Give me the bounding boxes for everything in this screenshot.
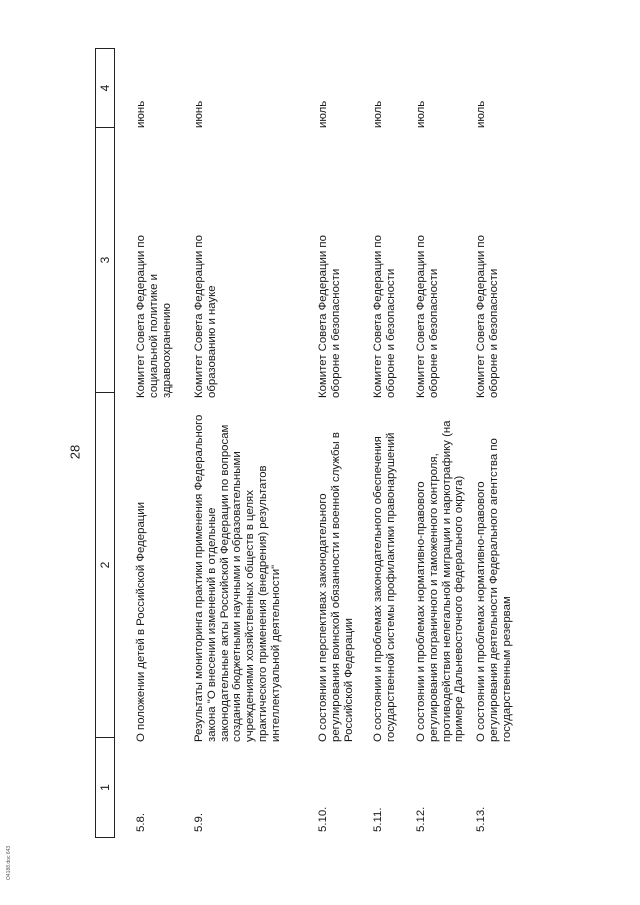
row-text: О состоянии и проблемах нормативно-правового регулирования деятельности Федерального агентства по государственным резервам <box>475 438 513 742</box>
row-committee: Комитет Совета Федерации по образованию и науке <box>193 235 218 398</box>
row-committee: Комитет Совета Федерации по обороне и безопасности <box>475 235 500 398</box>
row-month: июль <box>415 100 427 128</box>
row-number: 5.10. <box>317 806 329 832</box>
row-number: 5.11. <box>372 807 384 832</box>
row-text: О состоянии и перспективах законодательного регулирования воинской обязанности и военной службы в Российской Федерации <box>317 432 355 742</box>
header-col-2: 2 <box>96 392 114 737</box>
row-number: 5.9. <box>193 813 205 832</box>
row-committee: Комитет Совета Федерации по обороне и безопасности <box>317 235 342 398</box>
rotated-table <box>95 48 515 838</box>
page-number: 28 <box>67 444 83 460</box>
footer-code: О4188.doc 643 <box>6 845 12 880</box>
header-col-1: 1 <box>96 737 114 837</box>
row-committee: Комитет Совета Федерации по социальной политике и здравоохранению <box>135 235 173 398</box>
header-col-3: 3 <box>96 127 114 392</box>
row-committee: Комитет Совета Федерации по обороне и безопасности <box>415 235 440 398</box>
row-number: 5.13. <box>475 806 487 832</box>
row-number: 5.12. <box>415 806 427 832</box>
row-month: июль <box>372 100 384 128</box>
row-committee: Комитет Совета Федерации по обороне и безопасности <box>372 235 397 398</box>
row-text: О положении детей в Российской Федерации <box>135 501 147 742</box>
row-text: О состоянии и проблемах нормативно-правового регулирования пограничного и таможенного контроля, противодействия нелегальной миграции и наркотрафику (на примере Дальневосточного федерального округа) <box>415 420 466 742</box>
row-month: июль <box>475 100 487 128</box>
table-header <box>95 48 115 838</box>
row-number: 5.8. <box>135 813 147 832</box>
row-text: Результаты мониторинга практики применения Федерального закона "О внесении изменений в отдельные законодательные акты Российской Федерации по вопросам создания бюджетными научными и образовательными учреждениями хозяйственных обществ в целях практического применения (внедрения) результатов интеллектуальной деятельности" <box>193 414 282 742</box>
row-text: О состоянии и проблемах законодательного обеспечения государственной системы профилактики правонарушений <box>372 432 397 742</box>
row-month: июнь <box>135 100 147 128</box>
row-month: июнь <box>193 100 205 128</box>
row-month: июль <box>317 100 329 128</box>
header-col-4: 4 <box>98 84 112 92</box>
